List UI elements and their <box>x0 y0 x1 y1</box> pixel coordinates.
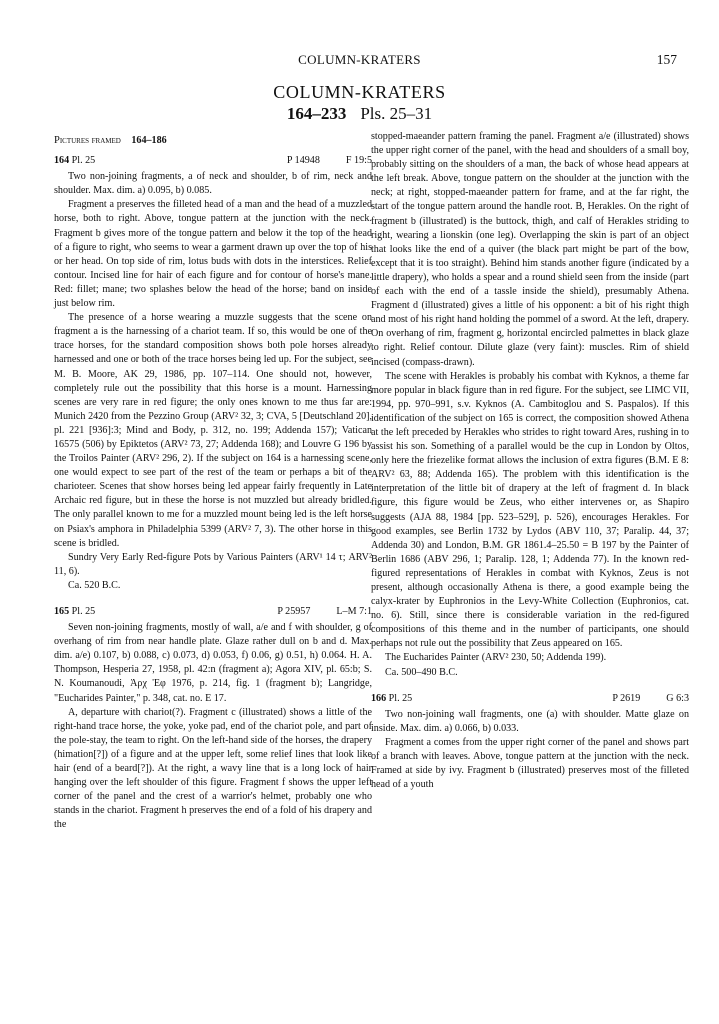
running-head-title: COLUMN-KRATERS <box>298 52 421 67</box>
entry-heading-164 <box>54 154 372 168</box>
deposit: G 6:3 <box>666 692 689 704</box>
catalogue-range: 164–233 <box>286 104 347 123</box>
inventory-number: P 2619 <box>612 692 641 704</box>
right-column <box>371 130 689 792</box>
plate-ref: Pl. 25 <box>71 606 96 617</box>
entry-heading-166 <box>371 692 689 706</box>
section-range <box>0 104 719 124</box>
plate-ref: Pl. 25 <box>71 155 96 167</box>
plate-ref: Pl. 25 <box>388 692 413 704</box>
attribution: Sundry Very Early Red-figure Pots by Various Painters (ARV¹ 14 τ; ARV² 11, 6). <box>54 551 372 577</box>
paragraph: The presence of a horse wearing a muzzle suggests that the scene on fragment a is the harnessing of a chariot team. If so, this would be one of the trace horses, for the standard composition shows both pole horses already harnessed and one or both of the trace horses being led up. For the subject, see M. B. Moore, AK 29, 1986, pp. 107–114. One should not, however, completely rule out the possibility that this horse is a mount. Harnessing scenes are very rare in red figure; the only ones known to me thus far are: Munich 2420 from the Pezzino Group (ARV² 32, 3; CVA, 5 [Deutschland 20], pl. 221 [936]:3; Mind and Body, p. 312, no. 199; Addenda 157); Vatican 16575 (506) by Epiktetos (ARV² 73, 27; Addenda 168); and Louvre G 196 by the Troilos Painter (ARV² 296, 2). If the subject on 164 is a harnessing scene, one would expect to see part of the rest of the team or perhaps a bit of the charioteer. Scenes that show horses being led appear fairly frequently in Late Archaic red figure, but in these the horse is not muzzled but already bridled. The only parallel known to me for a muzzled mount being led is the left horse on Psiax's amphora in Philadelphia 5399 (ARV² 7, 3). The other horse in this scene is bridled. <box>54 312 372 549</box>
paragraph: The scene with Herakles is probably his combat with Kyknos, a theme far more popular in black figure than in red figure. For the subject, see LIMC VII, 1994, pp. 970–991, s.v. Kyknos (A. Cambitoglou and S. Paspalos). If this identification of the subject on 165 is correct, the composition showed Athena at the left preceded by Herakles who strides to right toward Ares, rushing in to assist his son. Something of a parallel would be the cup in London by Oltos, only here the friezelike format allows the inclusion of extra figures (B.M. E 8: ARV² 63, 88; Addenda 165). The problem with this identification is the interpretation of the little bit of drapery at the left of fragment d. In black figure, this figure would be Zeus, who either intervenes or, as Shapiro suggests (AJA 88, 1984 [pp. 523–529], p. 526), encourages Herakles. For good examples, see Berlin 1732 by Lydos (ABV 110, 37; Paralip. 44, 37; Addenda 30) and London, B.M. GR 1861.4–25.50 = B 197 by the Painter of Berlin 1686 (ABV 296, 1; Paralip. 128, 1; Addenda 77). In the known red-figured representations of Herakles in combat with Kyknos, Zeus is not present, although occasionally Athena is there, a good example being the calyx-krater by Euphronios in the Levy-White Collection (Euphronios, cat. no. 6). Still, since there is considerable variation in the red-figured compositions of this theme and in the number of participants, one should perhaps not rule out the possibility that Zeus appeared on 165. <box>371 370 689 650</box>
subsection-label: Pictures framed <box>54 135 121 146</box>
inventory-number: P 25957 <box>277 606 311 617</box>
paragraph: Seven non-joining fragments, mostly of wall, a/e and f with shoulder, g of overhang of rim from near handle plate. Glaze rather dull on b and d. Max. dim. a/e) 0.107, b) 0.088, c) 0.073, d) 0.053, f) 0.06, g) 0.51, h) 0.064. H. A. Thompson, Hesperia 27, 1958, pl. 42:n (fragment a); Agora XIV, pl. 65:b; S. N. Koumanoudi, Ἀρχ Ἐφ 1976, p. 214, fig. 1 (fragment b); Langridge, "Eucharides Painter," p. 348, cat. no. E 17. <box>54 622 372 704</box>
entry-heading-165 <box>54 605 372 619</box>
entry-number: 164 <box>54 155 70 167</box>
entry-number: 165 <box>54 606 70 617</box>
paragraph: Two non-joining wall fragments, one (a) with shoulder. Matte glaze on inside. Max. dim. a) 0.066, b) 0.033. <box>371 708 689 734</box>
left-column <box>54 130 372 833</box>
paragraph: stopped-maeander pattern framing the panel. Fragment a/e (illustrated) shows the upper right corner of the panel, with the head and shoulders of a small boy, probably sitting on the shoulders of a man, the back of whose head appears at the left break. Above, tongue pattern on the shoulder at the junction with the neck; at right, stopped-maeander pattern for frame, and at the far right, the start of the tongue pattern around the handle root. B, Herakles. On the right of fragment b (illustrated) is the buttock, thigh, and calf of Herakles striding to right, wearing a lionskin (one leg). Overlapping the skin is part of an object that looks like the end of a quiver (the black part might be part of the bow, except that it is too straight). Behind him stands another figure (indicated by a little drapery), who holds a spear and a round shield seen from the inside (part of each with the end of a tassle inside the shield), presumably Athena. Fragment d (illustrated) gives a little of his opponent: a bit of his right thigh and most of his right hand holding the pommel of a sword. At the left, drapery. On overhang of rim, fragment g, horizontal encircled palmettes in black glaze to right. Relief contour. Dilute glaze (very faint): muscles. Rim of shield incised (compass-drawn). <box>371 131 689 368</box>
plates-range: Pls. 25–31 <box>360 104 433 123</box>
page-number: 157 <box>656 52 677 67</box>
paragraph: Fragment a comes from the upper right corner of the panel and shows part of a branch with leaves. Above, tongue pattern at the junction with the neck. Framed at side by ivy. Fragment b (illustrated) preserves most of the filleted head of a youth <box>371 736 689 791</box>
subsection-range: 164–186 <box>131 135 167 146</box>
section-title: COLUMN-KRATERS <box>273 82 446 102</box>
paragraph: Fragment a preserves the filleted head of a man and the head of a muzzled horse, both to right. Above, tongue pattern at the junction with the neck. Fragment b gives more of the tongue pattern and below it the top of the head of a figure to right, who seems to wear a garment drawn up over the top of his or her head. On top side of rim, lotus buds with dots in the interstices. Relief contour. Incised line for hair of each figure and for contour of horse's mane. Red: fillet; mane; two splashes below the head of the horse; band on inside just below rim. <box>54 199 372 310</box>
date: Ca. 500–490 B.C. <box>385 666 458 678</box>
deposit: L–M 7:1 <box>336 606 372 617</box>
date: Ca. 520 B.C. <box>68 579 121 591</box>
running-head <box>0 52 719 72</box>
attribution: The Eucharides Painter (ARV² 230, 50; Addenda 199). <box>385 652 607 664</box>
deposit: F 19:5 <box>345 155 372 167</box>
paragraph: A, departure with chariot(?). Fragment c (illustrated) shows a little of the right-hand trace horse, the yoke, yoke pad, end of the chariot pole, and part of the pole-stay, the team to right. On the left-hand side of the horses, the drapery (himation[?]) of a figure and at the upper left, some relief lines that look like hair (end of a beard[?]). At the right, a wavy line that is a long lock of hair hanging over the left shoulder of this figure. Fragment f shows the upper left corner of the panel and the crest of a warrior's helmet, probably one who stands in the chariot. Fragment h preserves the end of a fold of his drapery and the <box>54 706 372 831</box>
entry-number: 166 <box>371 692 387 704</box>
inventory-number: P 14948 <box>286 155 320 167</box>
paragraph: Two non-joining fragments, a of neck and shoulder, b of rim, neck and shoulder. Max. dim. a) 0.095, b) 0.085. <box>54 171 372 197</box>
subsection-heading <box>54 134 372 148</box>
